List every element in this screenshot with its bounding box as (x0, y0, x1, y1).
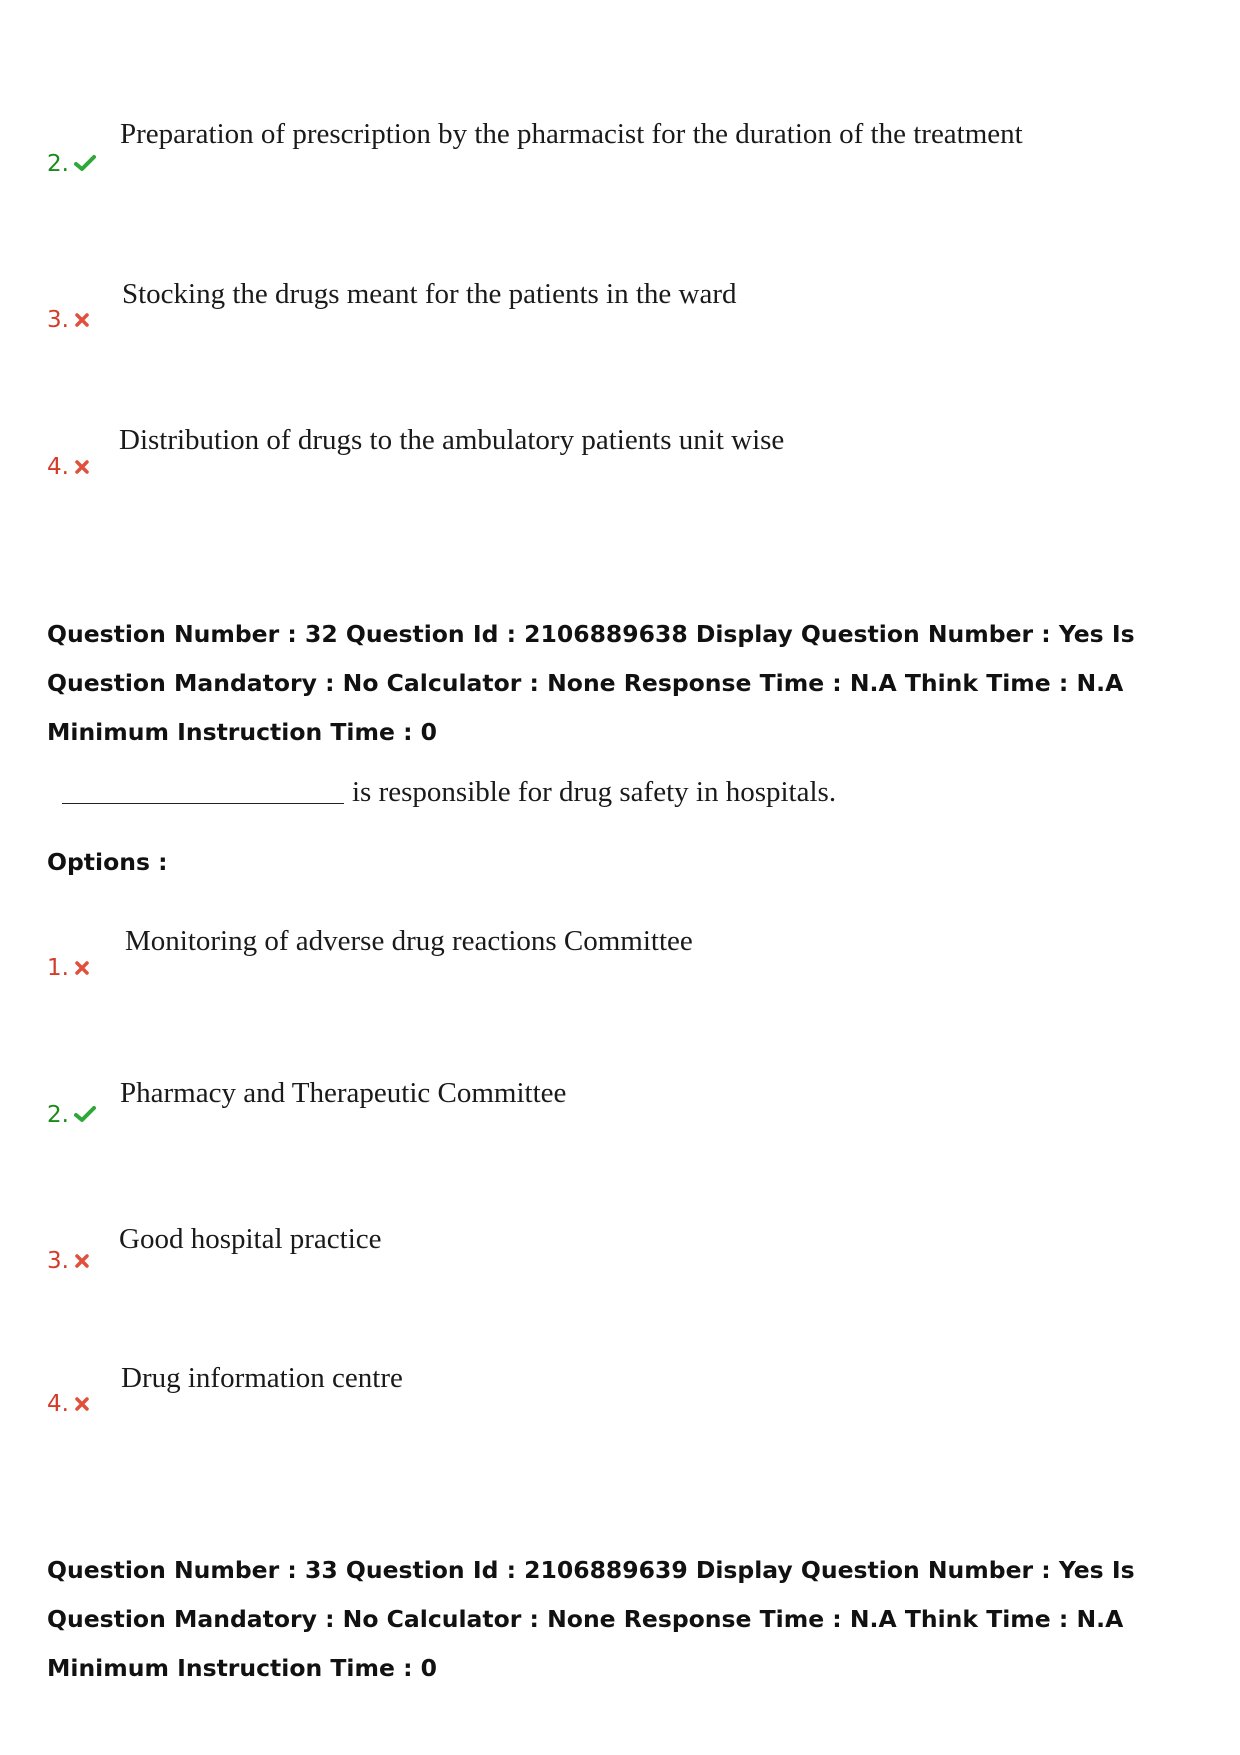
option-text: Drug information centre (121, 1362, 403, 1394)
option-number: 4. (47, 453, 90, 482)
cross-icon (74, 955, 90, 983)
cross-icon (74, 307, 90, 335)
cross-icon (74, 454, 90, 482)
option-number: 3. (47, 306, 90, 335)
option-text: Pharmacy and Therapeutic Committee (120, 1077, 567, 1109)
option-text: Good hospital practice (119, 1223, 382, 1255)
option-number: 3. (47, 1247, 90, 1276)
fill-in-blank (62, 803, 344, 804)
option-number: 2. (47, 1101, 96, 1130)
option-text: Distribution of drugs to the ambulatory patients unit wise (119, 424, 785, 456)
option-text: Monitoring of adverse drug reactions Committee (125, 925, 693, 957)
check-icon (74, 1102, 96, 1130)
option-text: Stocking the drugs meant for the patients in the ward (122, 278, 737, 310)
options-label: Options : (47, 848, 168, 876)
stem-text: is responsible for drug safety in hospitals. (352, 776, 837, 808)
option-number: 4. (47, 1390, 90, 1419)
cross-icon (74, 1248, 90, 1276)
question-33-meta: Question Number : 33 Question Id : 2106889639 Display Question Number : Yes Is Question Mandatory : No Calculator : None Response Time : N.A Think Time : N.A Minimum Instruction Time : 0 (47, 1556, 1135, 1682)
cross-icon (74, 1391, 90, 1419)
option-number: 1. (47, 954, 90, 983)
check-icon (74, 151, 96, 179)
question-32-meta: Question Number : 32 Question Id : 2106889638 Display Question Number : Yes Is Question Mandatory : No Calculator : None Response Time : N.A Think Time : N.A Minimum Instruction Time : 0 (47, 620, 1135, 746)
option-number: 2. (47, 150, 96, 179)
option-text: Preparation of prescription by the pharmacist for the duration of the treatment (120, 118, 1023, 150)
